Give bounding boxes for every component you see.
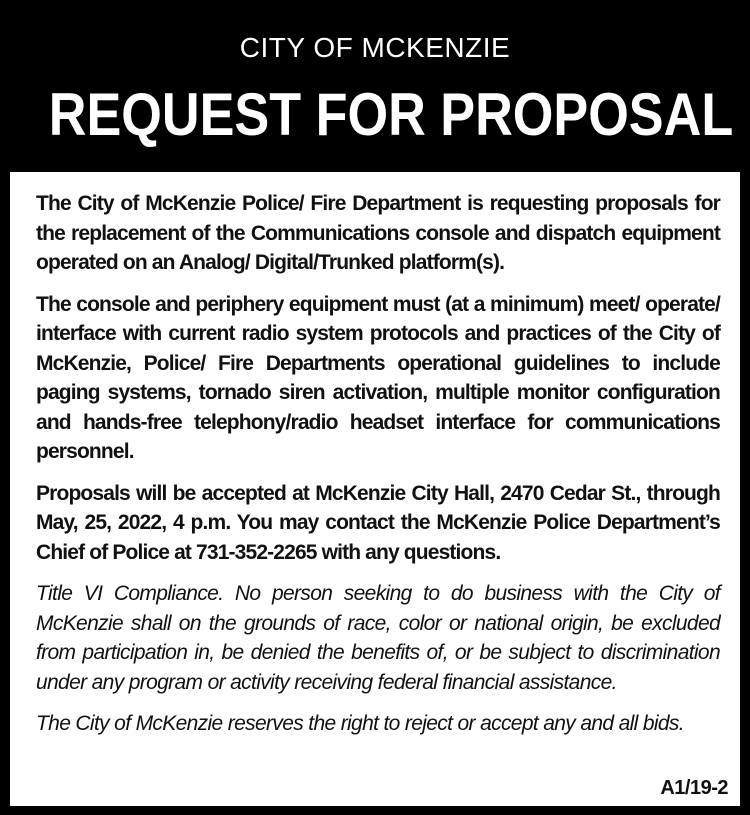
paragraph-requirements: The console and periphery equipment must (at a minimum) meet/ operate/ interface with current radio system protocols and practices of the City of McKenzie, Police/ Fire Departments operational guidelines to include paging systems, tornado siren activation, multiple monitor configuration and hands-free telephony/radio headset interface for communications personnel. bbox=[36, 292, 720, 463]
notice-header bbox=[0, 0, 750, 172]
reference-code: A1/19-2 bbox=[660, 777, 728, 799]
notice-title: REQUEST FOR PROPOSAL bbox=[48, 81, 734, 148]
paragraph-submission: Proposals will be accepted at McKenzie City Hall, 2470 Cedar St., through May, 25, 2022, 4 p.m. You may contact the McKenzie Police Department’s Chief of Police at 731-352-2265 with any questions. bbox=[36, 481, 720, 564]
paragraph-request: The City of McKenzie Police/ Fire Department is requesting proposals for the replacement of the Communications console and dispatch equipment operated on an Analog/ Digital/Trunked platform(s). bbox=[36, 192, 720, 274]
paragraph-compliance: Title VI Compliance. No person seeking to do business with the City of McKenzie shall on the grounds of race, color or national origin, be excluded from participation in, be denied the benefits of, or be subject to discrimination under any program or activity receiving federal financial assistance. bbox=[36, 582, 720, 694]
paragraph-reservation: The City of McKenzie reserves the right to reject or accept any and all bids. bbox=[36, 712, 684, 735]
city-name: CITY OF MCKENZIE bbox=[239, 32, 511, 63]
notice-body bbox=[10, 172, 740, 806]
